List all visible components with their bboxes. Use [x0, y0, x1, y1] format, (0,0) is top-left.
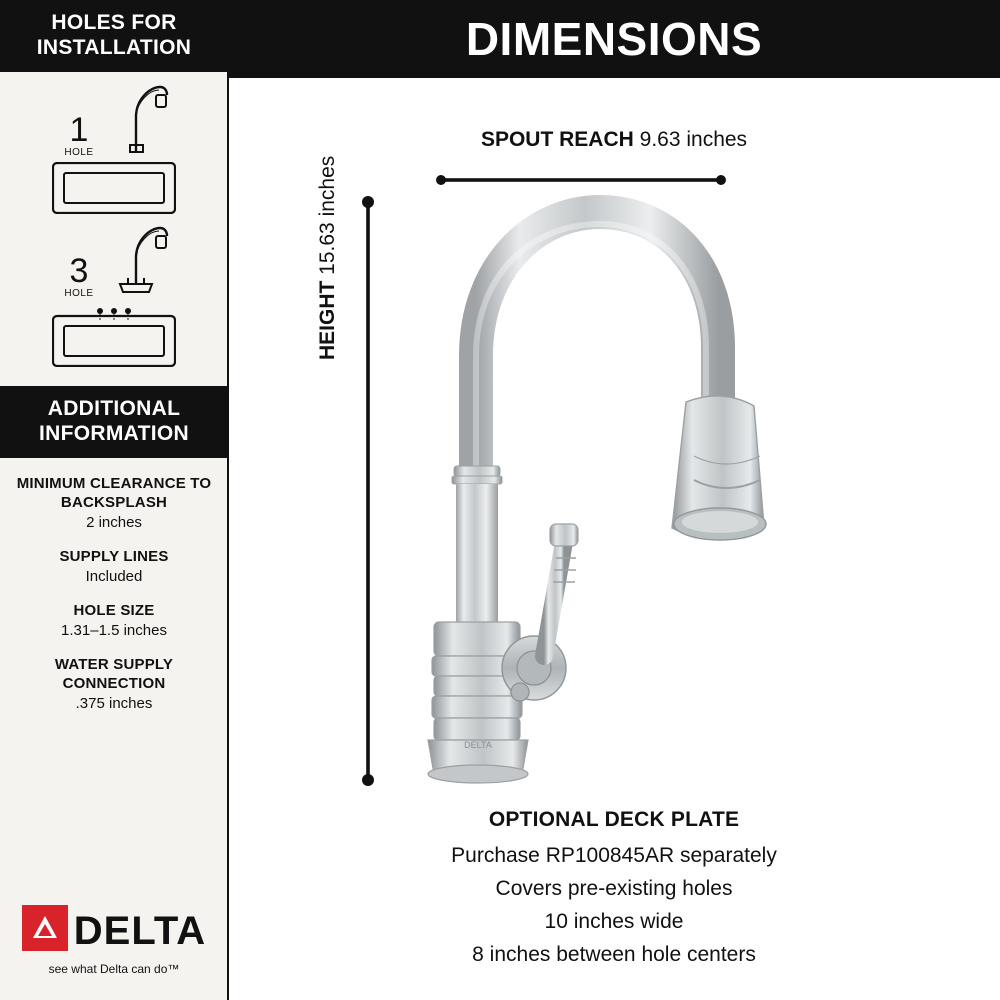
svg-text:DELTA: DELTA	[464, 740, 492, 750]
addl-value-supply-lines: Included	[85, 568, 143, 585]
holes-list	[0, 72, 228, 386]
dimensions-header	[228, 0, 1000, 78]
delta-triangle-icon	[22, 905, 68, 956]
page-title: DIMENSIONS	[465, 13, 763, 65]
faucet-three-hole-icon	[106, 222, 170, 299]
faucet-one-hole-icon	[106, 81, 170, 158]
deck-plate-title: OPTIONAL DECK PLATE	[488, 808, 740, 831]
additional-information-header	[0, 386, 228, 458]
addl-item-clearance	[10, 474, 218, 533]
delta-tagline: see what Delta can do™	[48, 962, 180, 976]
deck-plate-line-1: Purchase RP100845AR separately	[451, 844, 777, 867]
spout-reach-title: SPOUT REACH	[480, 128, 634, 151]
height-title: HEIGHT	[316, 280, 339, 360]
spout-reach-value: 9.63 inches	[639, 128, 748, 151]
hole-count-1: 1	[69, 111, 89, 149]
deck-plate-line-4: 8 inches between hole centers	[472, 943, 756, 966]
sink-outline-three-hole-icon	[52, 303, 176, 372]
addl-title-clearance: MINIMUM CLEARANCE TO BACKSPLASH	[16, 475, 212, 511]
delta-logo	[0, 905, 228, 976]
optional-deck-plate-block	[228, 808, 1000, 971]
holes-header-line1: HOLES FOR	[51, 11, 177, 34]
hole-option-3	[0, 227, 228, 372]
spout-reach-label	[228, 128, 1000, 152]
addl-value-hole-size: 1.31–1.5 inches	[61, 622, 167, 639]
addl-title-water-supply: WATER SUPPLY CONNECTION	[54, 656, 174, 692]
addl-title-supply-lines: SUPPLY LINES	[59, 548, 169, 565]
additional-header-line1: ADDITIONAL	[47, 397, 181, 420]
addl-item-hole-size	[10, 601, 218, 641]
addl-item-water-supply	[10, 655, 218, 714]
sink-outline-icon	[52, 162, 176, 219]
hole-option-1	[0, 86, 228, 219]
hole-count-3: 3	[69, 252, 89, 290]
main-panel	[228, 0, 1000, 1000]
additional-header-line2: INFORMATION	[39, 422, 189, 445]
additional-information-list	[0, 458, 228, 734]
deck-plate-line-2: Covers pre-existing holes	[495, 877, 733, 900]
holes-for-installation-header	[0, 0, 228, 72]
addl-title-hole-size: HOLE SIZE	[73, 602, 155, 619]
height-label	[316, 155, 340, 360]
faucet-illustration	[368, 170, 848, 795]
addl-value-clearance: 2 inches	[86, 514, 142, 531]
holes-header-line2: INSTALLATION	[36, 36, 192, 59]
delta-wordmark: DELTA	[73, 908, 207, 953]
height-value: 15.63 inches	[316, 155, 339, 275]
addl-item-supply-lines	[10, 547, 218, 587]
sidebar	[0, 0, 228, 1000]
addl-value-water-supply: .375 inches	[75, 695, 153, 712]
hole-word-1: HOLE	[64, 147, 94, 158]
hole-word-3: HOLE	[64, 288, 94, 299]
deck-plate-line-3: 10 inches wide	[544, 910, 684, 933]
